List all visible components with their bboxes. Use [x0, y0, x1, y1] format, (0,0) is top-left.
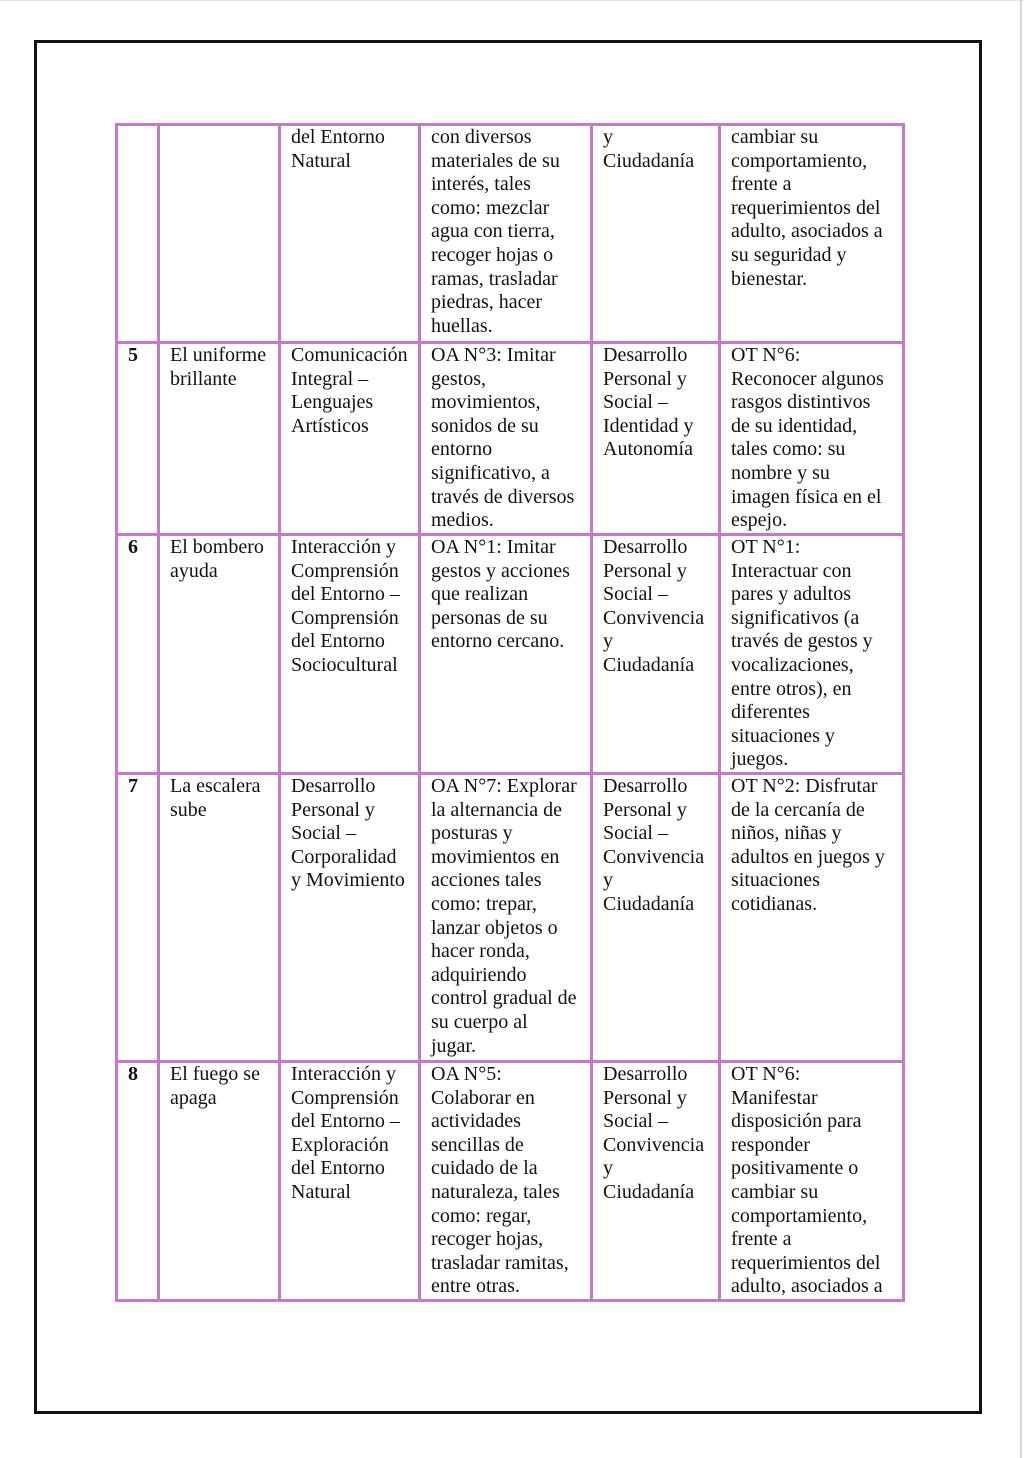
row-number: 7	[117, 774, 159, 1062]
nucleo-cell: Desarrollo Personal y Social – Convivencia y Ciudadanía	[592, 1062, 720, 1301]
objetivo-cell: OA N°1: Imitar gestos y acciones que realizan personas de su entorno cercano.	[420, 535, 592, 774]
row-number: 5	[117, 343, 159, 535]
activity-cell: El bombero ayuda	[159, 535, 280, 774]
activity-cell: El uniforme brillante	[159, 343, 280, 535]
row-number	[117, 125, 159, 343]
planning-table	[115, 123, 905, 1302]
transversal-cell: OT N°6: Manifestar disposición para responder positivamente o cambiar su comportamiento, frente a requerimientos del adulto, asociados a	[720, 1062, 904, 1301]
ambito-cell: Interacción y Comprensión del Entorno – Comprensión del Entorno Sociocultural	[280, 535, 420, 774]
activity-cell: El fuego se apaga	[159, 1062, 280, 1301]
page-top-edge	[0, 0, 1024, 1]
nucleo-cell: Desarrollo Personal y Social – Convivencia y Ciudadanía	[592, 774, 720, 1062]
objetivo-cell: OA N°5: Colaborar en actividades sencillas de cuidado de la naturaleza, tales como: regar, recoger hojas, trasladar ramitas, entre otras.	[420, 1062, 592, 1301]
activity-cell: La escalera sube	[159, 774, 280, 1062]
table-row	[117, 1062, 904, 1301]
nucleo-cell: Desarrollo Personal y Social – Convivencia y Ciudadanía	[592, 535, 720, 774]
table-row	[117, 774, 904, 1062]
nucleo-cell: y Ciudadanía	[592, 125, 720, 343]
table-row	[117, 343, 904, 535]
objetivo-cell: OA N°3: Imitar gestos, movimientos, sonidos de su entorno significativo, a través de diversos medios.	[420, 343, 592, 535]
ambito-cell: Desarrollo Personal y Social – Corporalidad y Movimiento	[280, 774, 420, 1062]
row-number: 8	[117, 1062, 159, 1301]
transversal-cell: OT N°1: Interactuar con pares y adultos significativos (a través de gestos y vocalizaciones, entre otros), en diferentes situaciones y juegos.	[720, 535, 904, 774]
page-right-edge	[1020, 0, 1022, 1458]
ambito-cell: Interacción y Comprensión del Entorno – Exploración del Entorno Natural	[280, 1062, 420, 1301]
table-row	[117, 125, 904, 343]
transversal-cell: OT N°6: Reconocer algunos rasgos distintivos de su identidad, tales como: su nombre y su imagen física en el espejo.	[720, 343, 904, 535]
row-number: 6	[117, 535, 159, 774]
objetivo-cell: OA N°7: Explorar la alternancia de posturas y movimientos en acciones tales como: trepar, lanzar objetos o hacer ronda, adquiriendo control gradual de su cuerpo al jugar.	[420, 774, 592, 1062]
ambito-cell: del Entorno Natural	[280, 125, 420, 343]
activity-cell	[159, 125, 280, 343]
table-row	[117, 535, 904, 774]
objetivo-cell: con diversos materiales de su interés, tales como: mezclar agua con tierra, recoger hojas o ramas, trasladar piedras, hacer huellas.	[420, 125, 592, 343]
transversal-cell: OT N°2: Disfrutar de la cercanía de niños, niñas y adultos en juegos y situaciones cotidianas.	[720, 774, 904, 1062]
ambito-cell: Comunicación Integral – Lenguajes Artísticos	[280, 343, 420, 535]
transversal-cell: cambiar su comportamiento, frente a requerimientos del adulto, asociados a su seguridad y bienestar.	[720, 125, 904, 343]
nucleo-cell: Desarrollo Personal y Social – Identidad y Autonomía	[592, 343, 720, 535]
